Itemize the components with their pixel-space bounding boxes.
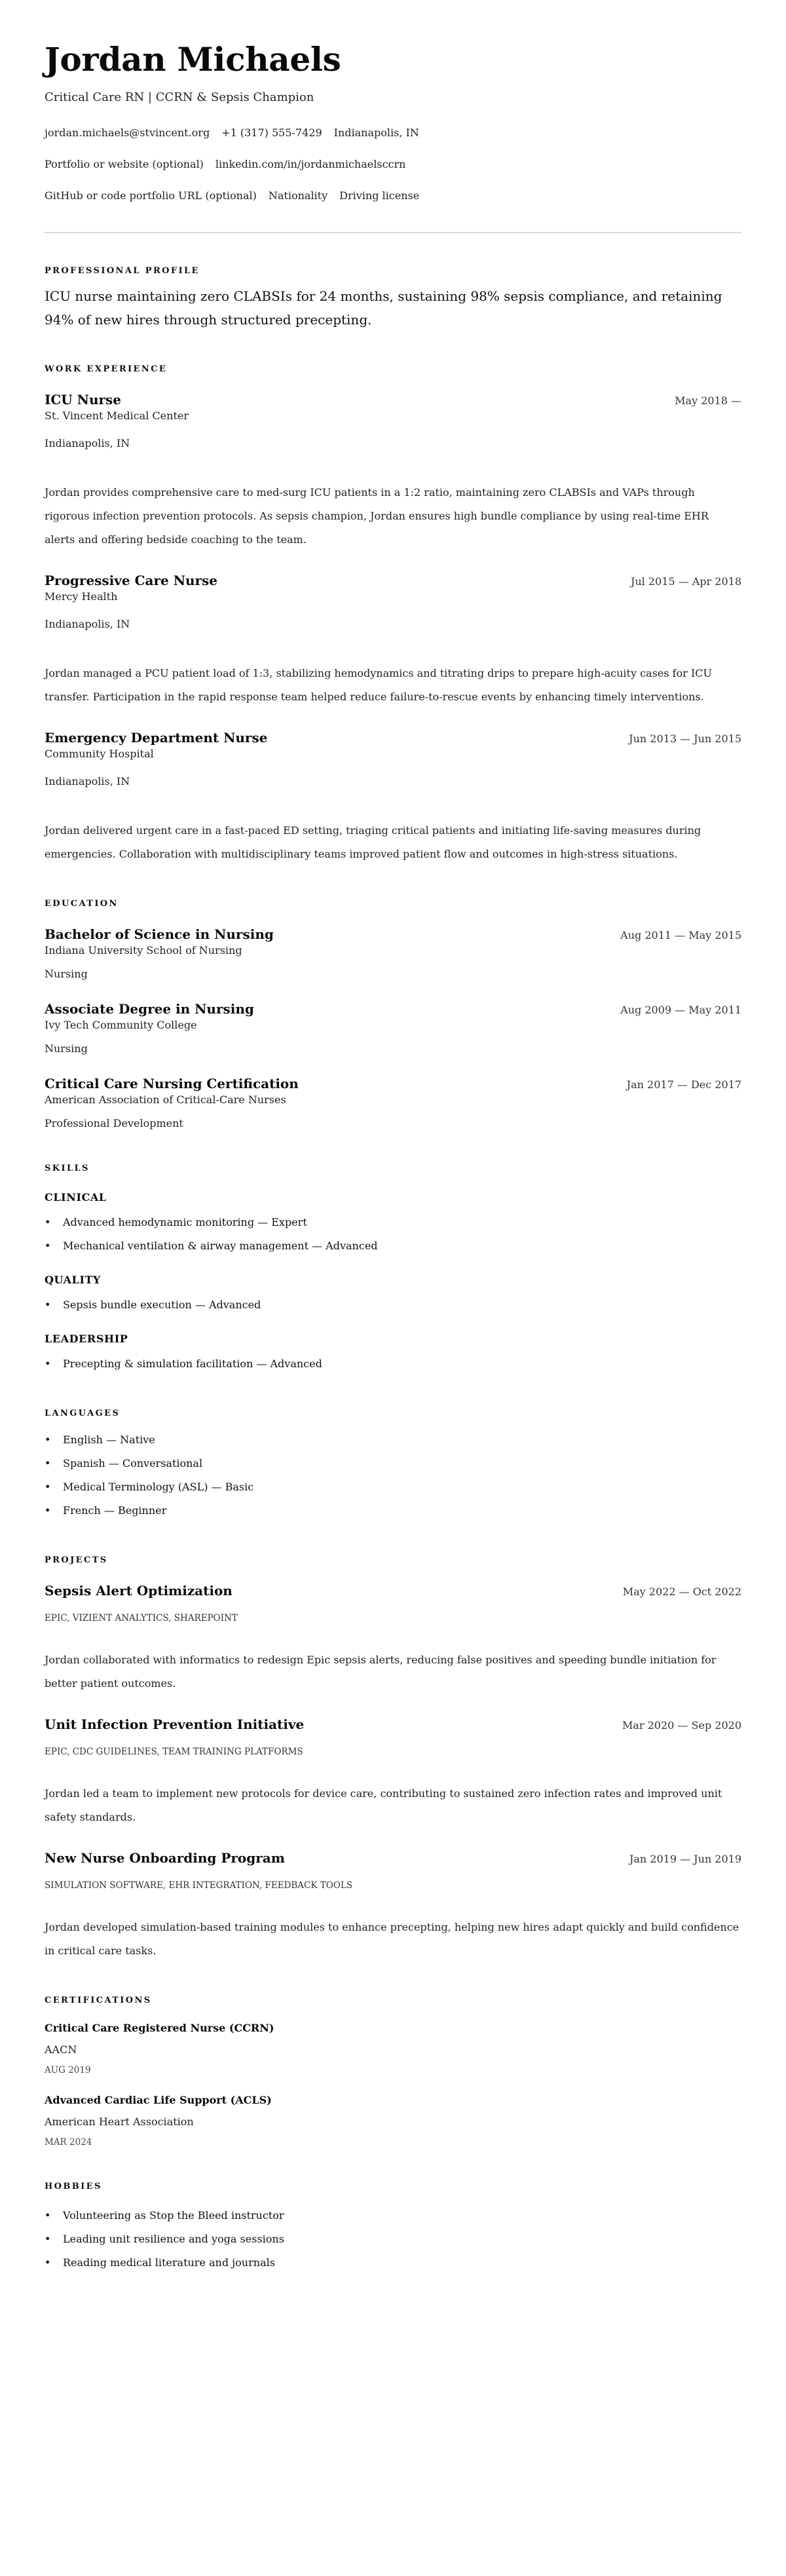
job-date: Jul 2015 — Apr 2018 xyxy=(630,575,741,588)
skill-group-clinical xyxy=(45,1190,741,1258)
job-date: May 2018 — xyxy=(675,394,741,407)
language-item: • French — Beginner xyxy=(45,1499,741,1523)
job-title: ICU Nurse xyxy=(45,392,122,407)
certification-entry xyxy=(45,2020,741,2077)
skill-group-quality xyxy=(45,1272,741,1317)
section-education xyxy=(45,898,741,1131)
contact-email[interactable]: jordan.michaels@stvincent.org xyxy=(45,126,210,139)
job-location: Indianapolis, IN xyxy=(45,618,130,630)
section-work-experience xyxy=(45,363,741,866)
section-title-skills: SKILLS xyxy=(45,1164,90,1173)
contact-github[interactable]: GitHub or code portfolio URL (optional) xyxy=(45,189,257,202)
certification-entry xyxy=(45,2093,741,2149)
section-title-profile: PROFESSIONAL PROFILE xyxy=(45,266,200,276)
project-title: Unit Infection Prevention Initiative xyxy=(45,1716,305,1732)
contact-row-2 xyxy=(45,157,741,172)
certification-issuer: AACN xyxy=(45,2043,77,2056)
project-date: May 2022 — Oct 2022 xyxy=(622,1585,741,1598)
contact-row-1 xyxy=(45,126,741,140)
skill-group-title: QUALITY xyxy=(45,1274,102,1286)
section-title-projects: PROJECTS xyxy=(45,1555,108,1565)
education-entry xyxy=(45,1000,741,1056)
hobby-item: • Volunteering as Stop the Bleed instructor xyxy=(45,2204,741,2227)
section-languages xyxy=(45,1407,741,1523)
school-name: American Association of Critical-Care Nurses xyxy=(45,1093,286,1106)
candidate-tagline: Critical Care RN | CCRN & Sepsis Champion xyxy=(45,90,314,104)
job-company: St. Vincent Medical Center xyxy=(45,409,189,422)
profile-summary: ICU nurse maintaining zero CLABSIs for 24 months, sustaining 98% sepsis compliance, and retaining 94% of new hires through structured precepting. xyxy=(45,288,722,328)
job-description: Jordan managed a PCU patient load of 1:3, stabilizing hemodynamics and titrating drips to prepare high-acuity cases for ICU transfer. Participation in the rapid response team helped reduce failure-to-rescue events by enhancing timely interventions. xyxy=(45,667,712,703)
degree-field: Professional Development xyxy=(45,1117,183,1129)
work-entry xyxy=(45,729,741,866)
work-entry xyxy=(45,571,741,709)
contact-linkedin[interactable]: linkedin.com/in/jordanmichaelsccrn xyxy=(215,158,406,170)
degree-title: Bachelor of Science in Nursing xyxy=(45,926,274,942)
language-item: • Medical Terminology (ASL) — Basic xyxy=(45,1475,741,1499)
degree-date: Jan 2017 — Dec 2017 xyxy=(626,1078,741,1091)
certification-date: AUG 2019 xyxy=(45,2065,91,2075)
section-title-hobbies: HOBBIES xyxy=(45,2182,102,2191)
degree-field: Nursing xyxy=(45,968,88,980)
section-title-languages: LANGUAGES xyxy=(45,1409,121,1418)
section-skills xyxy=(45,1162,741,1376)
project-entry xyxy=(45,1582,741,1695)
certification-name: Critical Care Registered Nurse (CCRN) xyxy=(45,2022,274,2034)
contact-portfolio[interactable]: Portfolio or website (optional) xyxy=(45,158,204,170)
project-description: Jordan developed simulation-based training modules to enhance precepting, helping new hires adapt quickly and build confidence in critical care tasks. xyxy=(45,1921,739,1957)
project-description: Jordan led a team to implement new protocols for device care, contributing to sustained zero infection rates and improved unit safety standards. xyxy=(45,1787,722,1823)
job-company: Community Hospital xyxy=(45,748,154,760)
header-divider xyxy=(45,232,741,233)
degree-date: Aug 2009 — May 2011 xyxy=(620,1004,741,1016)
project-tech-stack: EPIC, CDC GUIDELINES, TEAM TRAINING PLATFORMS xyxy=(45,1747,303,1757)
school-name: Ivy Tech Community College xyxy=(45,1019,197,1031)
candidate-name: Jordan Michaels xyxy=(45,40,341,79)
contact-nationality: Nationality xyxy=(268,189,328,202)
contact-phone[interactable]: +1 (317) 555-7429 xyxy=(221,126,322,139)
job-company: Mercy Health xyxy=(45,590,118,603)
certification-date: MAR 2024 xyxy=(45,2137,92,2148)
contact-driving-license: Driving license xyxy=(339,189,420,202)
project-tech-stack: SIMULATION SOFTWARE, EHR INTEGRATION, FEEDBACK TOOLS xyxy=(45,1880,353,1891)
job-description: Jordan provides comprehensive care to med-surg ICU patients in a 1:2 ratio, maintaining zero CLABSIs and VAPs through rigorous infection prevention protocols. As sepsis champion, Jordan ensures high bundle compliance by using real-time EHR alerts and offering bedside coaching to the team. xyxy=(45,486,709,546)
school-name: Indiana University School of Nursing xyxy=(45,944,242,957)
skill-group-leadership xyxy=(45,1331,741,1376)
education-entry xyxy=(45,925,741,981)
job-description: Jordan delivered urgent care in a fast-paced ED setting, triaging critical patients and initiating life-saving measures during emergencies. Collaboration with multidisciplinary teams improved patient flow and outcomes in high-stress situations. xyxy=(45,824,702,860)
hobby-item: • Leading unit resilience and yoga sessions xyxy=(45,2227,741,2251)
project-entry xyxy=(45,1849,741,1963)
contact-location: Indianapolis, IN xyxy=(333,126,419,139)
resume-header xyxy=(45,37,741,233)
skill-item: • Mechanical ventilation & airway management — Advanced xyxy=(45,1234,741,1258)
project-title: New Nurse Onboarding Program xyxy=(45,1850,285,1866)
project-entry xyxy=(45,1715,741,1829)
certification-name: Advanced Cardiac Life Support (ACLS) xyxy=(45,2094,272,2106)
certification-issuer: American Heart Association xyxy=(45,2115,194,2128)
skill-item: • Advanced hemodynamic monitoring — Expert xyxy=(45,1211,741,1234)
project-title: Sepsis Alert Optimization xyxy=(45,1583,233,1599)
project-date: Jan 2019 — Jun 2019 xyxy=(629,1853,741,1865)
language-item: • Spanish — Conversational xyxy=(45,1452,741,1475)
language-item: • English — Native xyxy=(45,1428,741,1452)
skill-group-title: CLINICAL xyxy=(45,1191,107,1203)
contact-row-3 xyxy=(45,189,741,203)
section-title-education: EDUCATION xyxy=(45,899,119,909)
project-tech-stack: EPIC, VIZIENT ANALYTICS, SHAREPOINT xyxy=(45,1613,238,1623)
section-profile xyxy=(45,265,741,331)
section-title-work: WORK EXPERIENCE xyxy=(45,364,168,374)
skill-item: • Precepting & simulation facilitation — Advanced xyxy=(45,1352,741,1376)
section-title-certifications: CERTIFICATIONS xyxy=(45,1996,152,2005)
job-location: Indianapolis, IN xyxy=(45,437,130,449)
section-projects xyxy=(45,1554,741,1963)
degree-date: Aug 2011 — May 2015 xyxy=(620,929,741,941)
section-certifications xyxy=(45,1994,741,2149)
skill-item: • Sepsis bundle execution — Advanced xyxy=(45,1293,741,1317)
skill-group-title: LEADERSHIP xyxy=(45,1333,128,1345)
degree-field: Nursing xyxy=(45,1042,88,1055)
job-location: Indianapolis, IN xyxy=(45,775,130,787)
degree-title: Associate Degree in Nursing xyxy=(45,1001,254,1017)
job-title: Emergency Department Nurse xyxy=(45,730,268,746)
education-entry xyxy=(45,1074,741,1131)
degree-title: Critical Care Nursing Certification xyxy=(45,1076,299,1091)
hobby-item: • Reading medical literature and journals xyxy=(45,2251,741,2275)
project-description: Jordan collaborated with informatics to redesign Epic sepsis alerts, reducing false positives and speeding bundle initiation for better patient outcomes. xyxy=(45,1654,717,1690)
work-entry xyxy=(45,390,741,552)
job-title: Progressive Care Nurse xyxy=(45,573,218,588)
job-date: Jun 2013 — Jun 2015 xyxy=(629,732,741,745)
project-date: Mar 2020 — Sep 2020 xyxy=(622,1719,741,1732)
section-hobbies xyxy=(45,2180,741,2275)
